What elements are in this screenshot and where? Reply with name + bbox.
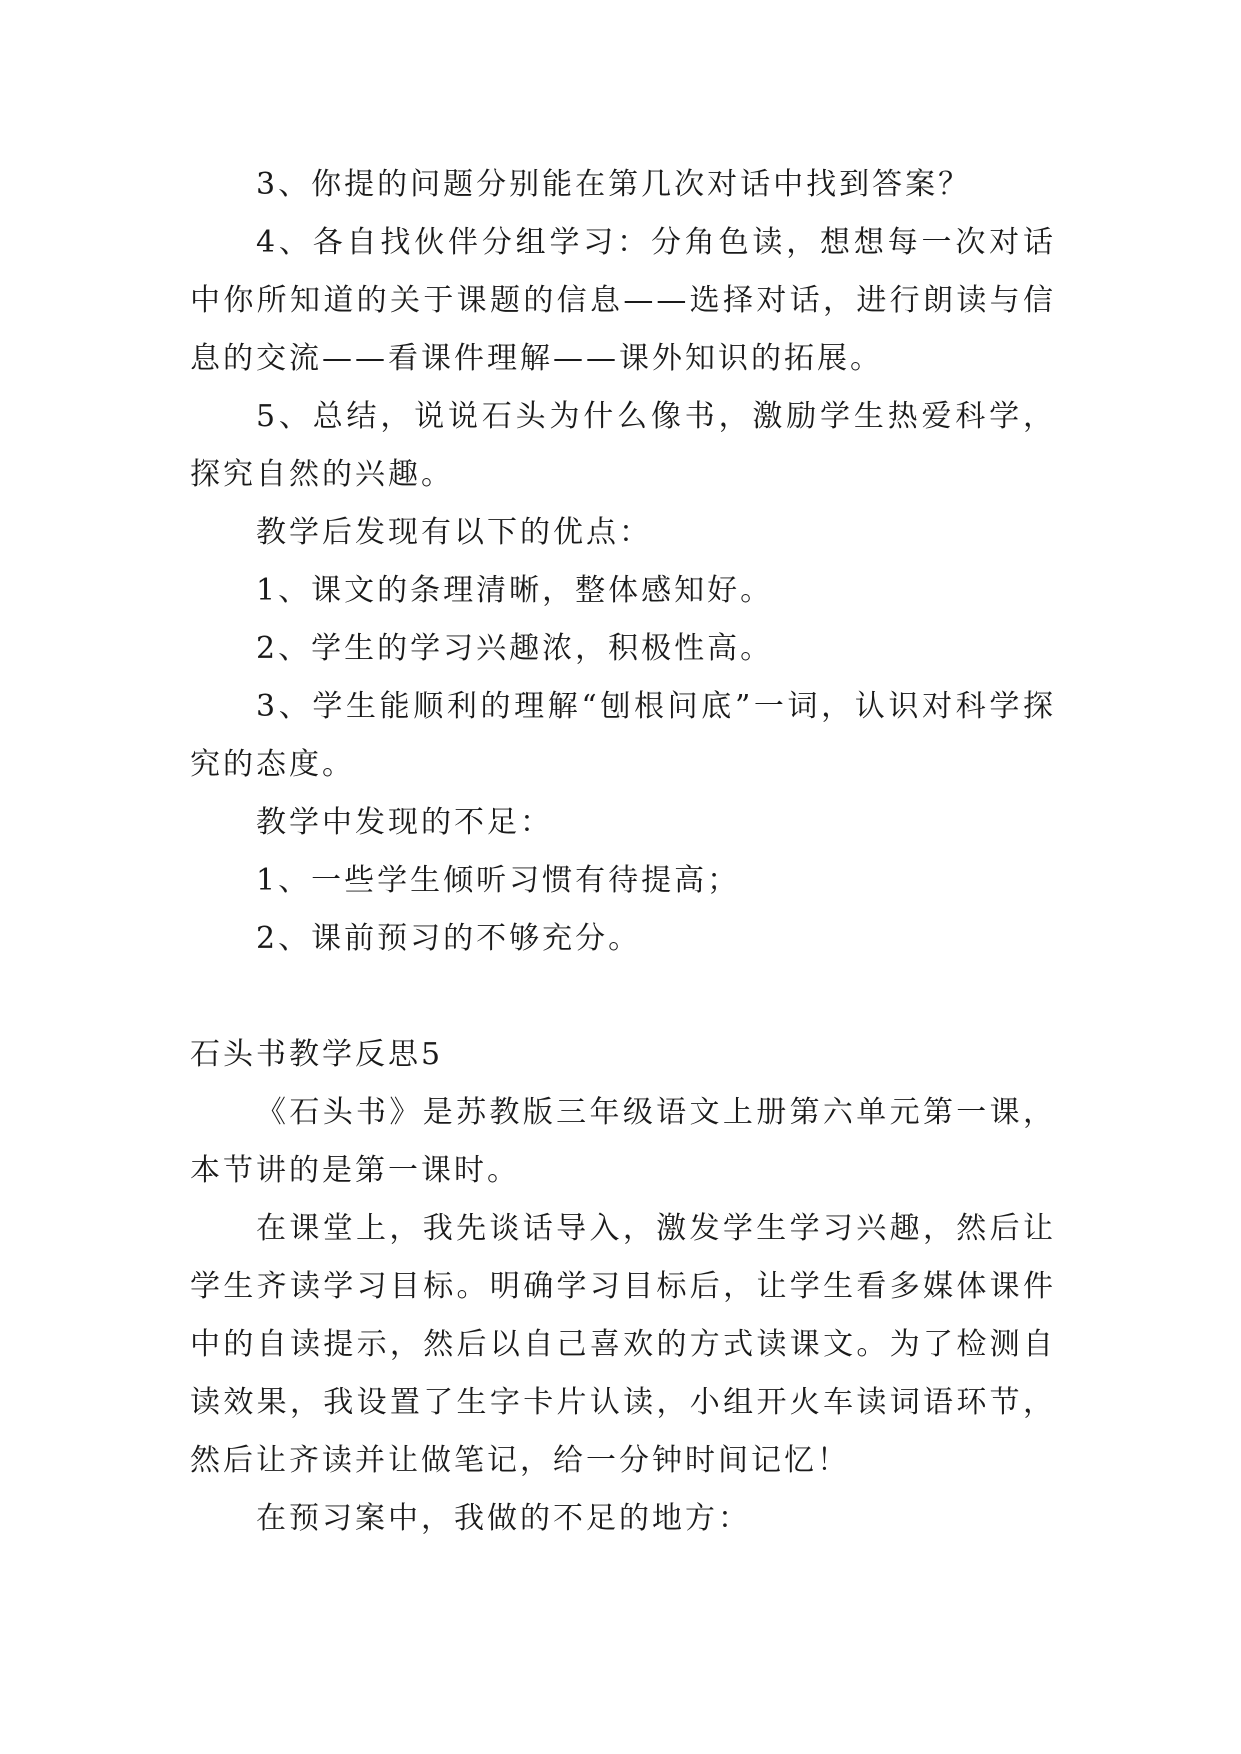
paragraph-advantage-3: 3、学生能顺利的理解“刨根问底”一词，认识对科学探究的态度。 <box>190 689 1056 782</box>
paragraph-classroom: 在课堂上，我先谈话导入，激发学生学习兴趣，然后让学生齐读学习目标。明确学习目标后，让学生看多媒体课件中的自读提示，然后以自己喜欢的方式读课文。为了检测自读效果，我设置了生字卡片认读，小组开火车读词语环节，然后让齐读并让做笔记，给一分钟时间记忆！ <box>190 1211 1056 1478</box>
paragraph-advantages-intro: 教学后发现有以下的优点： <box>256 515 652 550</box>
document-body <box>190 156 1056 1548</box>
paragraph-intro: 《石头书》是苏教版三年级语文上册第六单元第一课，本节讲的是第一课时。 <box>190 1095 1056 1188</box>
paragraph-q5: 5、总结，说说石头为什么像书，激励学生热爱科学，探究自然的兴趣。 <box>190 399 1056 492</box>
paragraph-shortcomings-intro: 教学中发现的不足： <box>256 805 553 840</box>
paragraph-preview-shortcomings: 在预习案中，我做的不足的地方： <box>256 1501 751 1536</box>
paragraph-advantage-1: 1、课文的条理清晰，整体感知好。 <box>256 573 774 608</box>
paragraph-q4: 4、各自找伙伴分组学习：分角色读，想想每一次对话中你所知道的关于课题的信息——选择对话，进行朗读与信息的交流——看课件理解——课外知识的拓展。 <box>190 225 1056 376</box>
section-spacer <box>190 968 1056 1026</box>
paragraph-q3: 3、你提的问题分别能在第几次对话中找到答案？ <box>256 167 972 202</box>
paragraph-shortcoming-1: 1、一些学生倾听习惯有待提高； <box>256 863 741 898</box>
section-heading: 石头书教学反思5 <box>190 1037 444 1072</box>
paragraph-shortcoming-2: 2、课前预习的不够充分。 <box>256 921 642 956</box>
paragraph-advantage-2: 2、学生的学习兴趣浓，积极性高。 <box>256 631 774 666</box>
